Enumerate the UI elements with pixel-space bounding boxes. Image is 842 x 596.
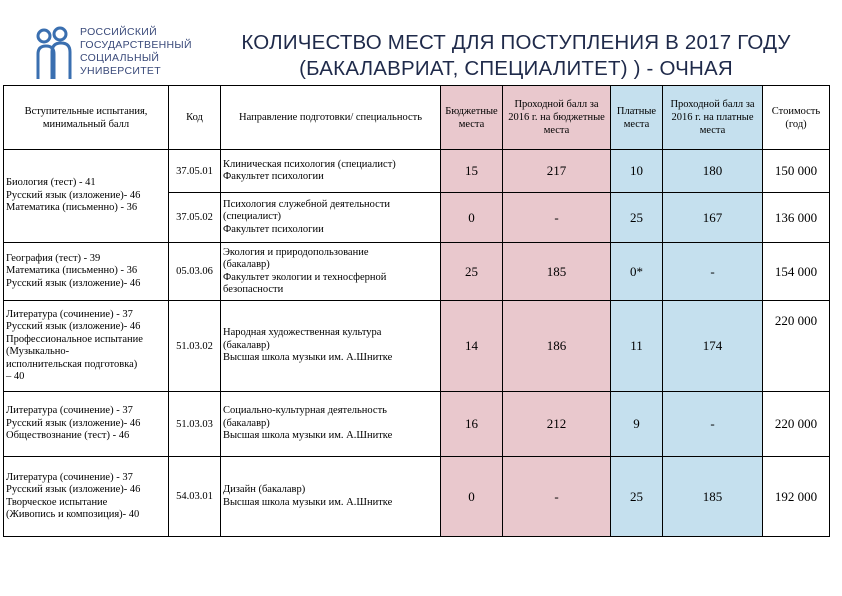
budget-score-cell: -	[503, 193, 611, 243]
direction-line: Высшая школа музыки им. А.Шнитке	[223, 352, 393, 364]
paid-score-cell: 174	[663, 301, 763, 392]
exam-line: Литература (сочинение) - 37	[6, 308, 133, 320]
cost-cell: 220 000	[763, 392, 830, 457]
exam-line: Русский язык (изложение)- 46	[6, 321, 141, 332]
logo-line: ГОСУДАРСТВЕННЫЙ	[80, 39, 192, 51]
paid-score-cell: -	[663, 243, 763, 301]
paid-cell: 11	[611, 301, 663, 392]
paid-cell: 25	[611, 457, 663, 537]
code-cell: 37.05.02	[169, 193, 221, 243]
budget-cell: 15	[441, 150, 503, 193]
exam-line: (Живопись и композиция)- 40	[6, 509, 140, 520]
direction-line: Народная художественная культура	[223, 327, 382, 339]
budget-score-cell: -	[503, 457, 611, 537]
exams-cell	[4, 392, 169, 457]
exam-line: Русский язык (изложение)- 46	[6, 417, 141, 429]
paid-score-cell: 185	[663, 457, 763, 537]
direction-line: безопасности	[223, 284, 284, 295]
exam-line: Русский язык (изложение)- 46	[6, 189, 141, 201]
budget-score-cell: 186	[503, 301, 611, 392]
cost-cell: 192 000	[763, 457, 830, 537]
paid-score-cell: 167	[663, 193, 763, 243]
direction-line: Клиническая психология (специалист)	[223, 158, 396, 170]
header-paid: Платные места	[611, 86, 663, 150]
code-cell: 54.03.01	[169, 457, 221, 537]
exam-line: (Музыкально-	[6, 346, 70, 357]
header-paid-score: Проходной балл за 2016 г. на платные места	[663, 86, 763, 150]
code-cell: 05.03.06	[169, 243, 221, 301]
admission-table	[3, 85, 830, 537]
direction-line: Высшая школа музыки им. А.Шнитке	[223, 430, 393, 442]
table-row	[4, 392, 830, 457]
exam-line: Биология (тест) - 41	[6, 177, 96, 189]
budget-score-cell: 185	[503, 243, 611, 301]
paid-cell: 25	[611, 193, 663, 243]
cost-cell: 154 000	[763, 243, 830, 301]
paid-cell: 0*	[611, 243, 663, 301]
university-name	[80, 26, 192, 78]
budget-cell: 0	[441, 457, 503, 537]
header-budget: Бюджетные места	[441, 86, 503, 150]
code-cell: 51.03.02	[169, 301, 221, 392]
exam-line: География (тест) - 39	[6, 252, 101, 264]
university-logo-icon	[34, 24, 78, 84]
exam-line: Литература (сочинение) - 37	[6, 471, 133, 483]
exams-cell	[4, 457, 169, 537]
direction-cell	[221, 193, 441, 243]
logo-line: УНИВЕРСИТЕТ	[80, 65, 161, 77]
exam-line: Математика (письменно) - 36	[6, 265, 138, 277]
budget-score-cell: 212	[503, 392, 611, 457]
title-line-1: КОЛИЧЕСТВО МЕСТ ДЛЯ ПОСТУПЛЕНИЯ В 2017 ГОДУ	[241, 31, 791, 54]
exam-line: Профессиональное испытание	[6, 333, 143, 345]
direction-line: Высшая школа музыки им. А.Шнитке	[223, 496, 393, 508]
header-exams: Вступительные испытания, минимальный балл	[4, 86, 169, 150]
exam-line: Творческое испытание	[6, 496, 108, 508]
title-line-2: (БАКАЛАВРИАТ, СПЕЦИАЛИТЕТ) ) - ОЧНАЯ	[299, 57, 733, 80]
exam-line: Литература (сочинение) - 37	[6, 405, 133, 417]
paid-score-cell: 180	[663, 150, 763, 193]
direction-cell	[221, 243, 441, 301]
header-code: Код	[169, 86, 221, 150]
direction-line: Экология и природопользование	[223, 246, 369, 258]
table-row	[4, 243, 830, 301]
exam-line: – 40	[6, 371, 25, 382]
direction-line: Психология служебной деятельности	[223, 198, 391, 210]
table-row	[4, 150, 830, 193]
exam-line: Русский язык (изложение)- 46	[6, 277, 141, 289]
paid-score-cell: -	[663, 392, 763, 457]
direction-line: (бакалавр)	[223, 339, 270, 351]
exam-line: Математика (письменно) - 36	[6, 202, 138, 214]
direction-line: Дизайн (бакалавр)	[223, 484, 306, 495]
direction-line: (бакалавр)	[223, 259, 270, 270]
cost-cell: 136 000	[763, 193, 830, 243]
header-direction: Направление подготовки/ специальность	[221, 86, 441, 150]
exams-cell	[4, 301, 169, 392]
header-cost: Стоимость (год)	[763, 86, 830, 150]
direction-line: Факультет экологии и техносферной	[223, 271, 387, 283]
code-cell: 51.03.03	[169, 392, 221, 457]
cost-cell: 150 000	[763, 150, 830, 193]
direction-cell	[221, 392, 441, 457]
logo-line: СОЦИАЛЬНЫЙ	[80, 52, 160, 64]
direction-line: Социально-культурная деятельность	[223, 405, 387, 417]
exams-cell	[4, 243, 169, 301]
direction-cell	[221, 457, 441, 537]
table-row	[4, 457, 830, 537]
exam-line: Обществознание (тест) - 46	[6, 430, 130, 442]
table-row	[4, 301, 830, 392]
header-row	[4, 86, 830, 150]
direction-line: (бакалавр)	[223, 417, 270, 429]
exams-cell	[4, 150, 169, 243]
budget-cell: 25	[441, 243, 503, 301]
exam-line: исполнительская подготовка)	[6, 358, 138, 370]
header-budget-score: Проходной балл за 2016 г. на бюджетные места	[503, 86, 611, 150]
code-cell: 37.05.01	[169, 150, 221, 193]
direction-line: (специалист)	[223, 211, 282, 223]
cost-cell: 220 000	[763, 301, 830, 392]
budget-cell: 16	[441, 392, 503, 457]
logo-line: РОССИЙСКИЙ	[80, 26, 157, 38]
budget-cell: 14	[441, 301, 503, 392]
direction-line: Факультет психологии	[223, 171, 324, 182]
direction-cell	[221, 150, 441, 193]
exam-line: Русский язык (изложение)- 46	[6, 484, 141, 495]
budget-score-cell: 217	[503, 150, 611, 193]
paid-cell: 10	[611, 150, 663, 193]
paid-cell: 9	[611, 392, 663, 457]
page-title	[196, 30, 836, 82]
budget-cell: 0	[441, 193, 503, 243]
direction-line: Факультет психологии	[223, 223, 324, 235]
direction-cell	[221, 301, 441, 392]
